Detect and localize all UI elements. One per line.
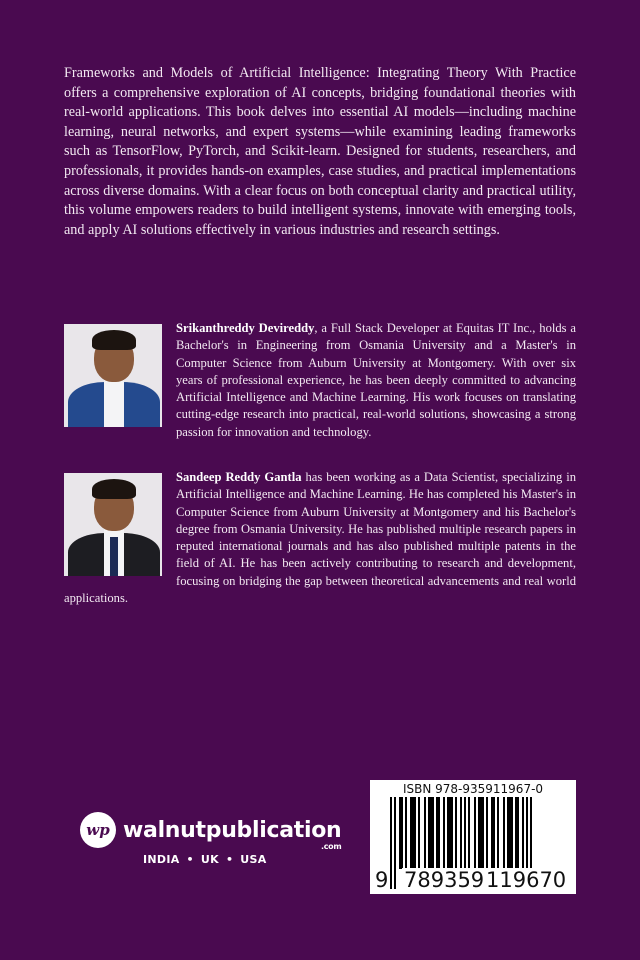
bullet-separator-icon: • [186, 853, 194, 866]
author-name-1: Srikanthreddy Devireddy [176, 321, 315, 335]
bullet-separator-icon: • [225, 853, 234, 866]
barcode-bars-icon [390, 797, 570, 877]
publisher-logo [80, 812, 342, 851]
barcode-digits [370, 868, 576, 894]
publisher-regions [143, 853, 267, 866]
author-photo-1 [64, 324, 162, 427]
author-bio-text-1: , a Full Stack Developer at Equitas IT Inc., holds a Bachelor's in Engineering from Osmania University and a Master's in Computer Science from Auburn University at Montgomery. With over six years of professional experience, he has been deeply committed to advancing Artificial Intelligence and Machine Learning. His work focuses on translating cutting-edge research into practical, real-world solutions, showcasing a strong passion for innovation and technology. [176, 321, 576, 439]
author-bio-text-2: has been working as a Data Scientist, specializing in Artificial Intelligence and Machine Learning. He has completed his Master's in Computer Science from Auburn University at Montgomery and his Bachelor's degree from Osmania University. He has published multiple research papers in reputed international journals and has also published multiple patents in the field of AI. He has been actively contributing to research and development, focusing on bridging the gap between theoretical advancements and real world applications. [64, 470, 576, 606]
walnut-publication-logo-icon: wp [80, 812, 116, 848]
publisher-domain: .com [321, 841, 342, 851]
region-uk: UK [200, 853, 219, 866]
author-bio-2 [64, 469, 576, 607]
publisher-name: walnutpublication .com [123, 817, 342, 851]
region-india: INDIA [143, 853, 180, 866]
barcode-digit-group-1: 789359 [404, 868, 485, 892]
book-description: Frameworks and Models of Artificial Intelligence: Integrating Theory With Practice offers a comprehensive exploration of AI concepts, bridging foundational theories with real-world applications. This book delves into essential AI models—including machine learning, neural networks, and expert systems—while examining leading frameworks such as TensorFlow, PyTorch, and Scikit-learn. Designed for students, researchers, and professionals, it provides hands-on examples, case studies, and practical implementations across diverse domains. With a clear focus on both conceptual clarity and practical utility, this volume empowers readers to build intelligent systems, innovate with emerging tools, and apply AI solutions effectively in various industries and research settings. [64, 65, 576, 238]
region-usa: USA [240, 853, 267, 866]
isbn-barcode [370, 780, 576, 894]
isbn-label: ISBN 978-935911967-0 [402, 782, 544, 796]
author-bio-1 [64, 320, 576, 441]
barcode-digit-first: 9 [375, 868, 389, 892]
barcode-digit-group-2: 119670 [486, 868, 567, 892]
author-name-2: Sandeep Reddy Gantla [176, 470, 302, 484]
author-photo-2 [64, 473, 162, 576]
